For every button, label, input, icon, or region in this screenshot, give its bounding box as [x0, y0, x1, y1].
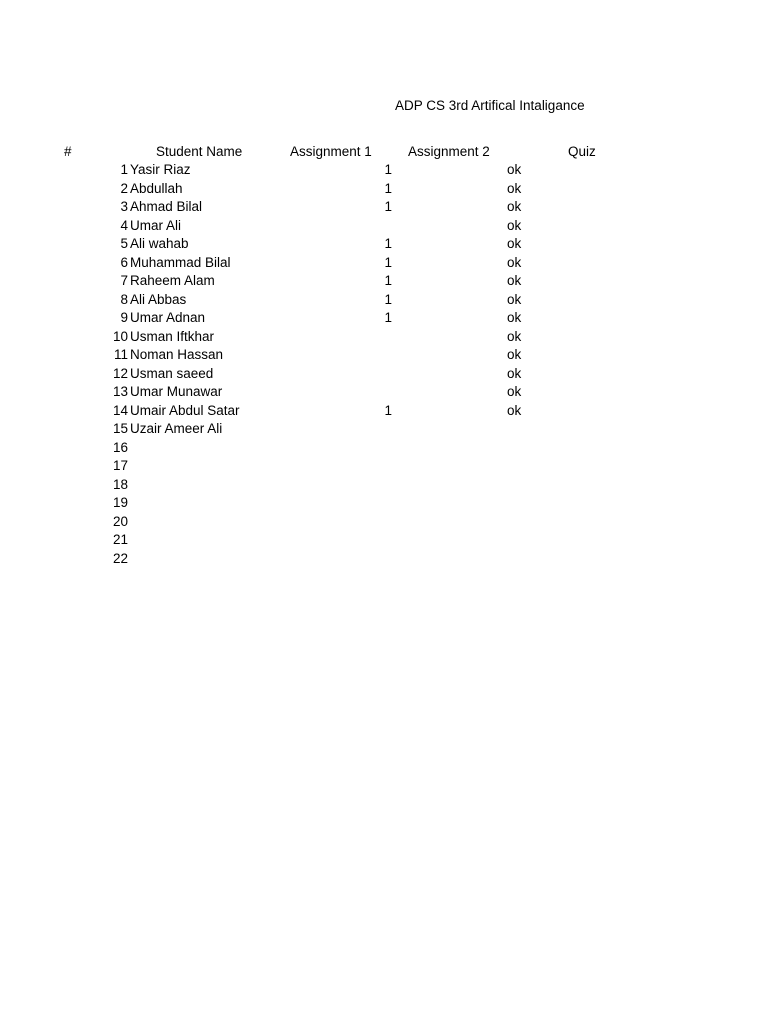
assignment-1-cell: 1 — [384, 162, 392, 177]
table-row — [0, 457, 768, 476]
table-row — [0, 291, 768, 310]
table-row — [0, 439, 768, 458]
student-name-cell: Usman saeed — [130, 365, 214, 381]
table-row — [0, 328, 768, 347]
student-name-cell: Umar Munawar — [130, 384, 223, 399]
table-row — [0, 309, 768, 328]
row-number: 2 — [120, 180, 128, 196]
table-row — [0, 198, 768, 217]
table-row — [0, 272, 768, 291]
assignment-2-cell: ok — [507, 402, 522, 418]
row-number: 15 — [112, 421, 128, 436]
table-row — [0, 254, 768, 273]
assignment-2-cell: ok — [507, 217, 522, 233]
table-row — [0, 235, 768, 254]
student-name-cell: Usman Iftkhar — [130, 328, 215, 344]
table-row — [0, 383, 768, 402]
assignment-1-cell: 1 — [384, 236, 392, 251]
assignment-2-cell: ok — [507, 365, 522, 381]
header-assignment-2: Assignment 2 — [408, 144, 490, 159]
assignment-1-cell: 1 — [384, 199, 392, 214]
table-row — [0, 550, 768, 569]
assignment-2-cell: ok — [507, 199, 522, 214]
assignment-1-cell: 1 — [384, 180, 392, 196]
assignment-1-cell: 1 — [384, 310, 392, 325]
student-name-cell: Ahmad Bilal — [130, 199, 203, 214]
row-number: 14 — [112, 402, 128, 418]
row-number: 3 — [120, 199, 128, 214]
row-number: 11 — [113, 347, 128, 362]
assignment-2-cell: ok — [507, 273, 522, 288]
assignment-1-cell: 1 — [384, 402, 392, 418]
assignment-2-cell: ok — [507, 162, 522, 177]
row-number: 8 — [120, 291, 128, 307]
table-row — [0, 531, 768, 550]
table-row — [0, 476, 768, 495]
header-assignment-1: Assignment 1 — [290, 144, 372, 159]
assignment-1-cell: 1 — [384, 273, 392, 288]
table-row — [0, 494, 768, 513]
student-name-cell: Umair Abdul Satar — [130, 402, 240, 418]
table-row — [0, 365, 768, 384]
student-name-cell: Uzair Ameer Ali — [130, 421, 223, 436]
student-name-cell: Noman Hassan — [130, 347, 224, 362]
table-row — [0, 402, 768, 421]
student-name-cell: Muhammad Bilal — [130, 254, 231, 270]
row-number: 9 — [120, 310, 128, 325]
table-row — [0, 420, 768, 439]
assignment-2-cell: ok — [507, 384, 522, 399]
student-name-cell: Abdullah — [130, 180, 183, 196]
row-number: 5 — [120, 236, 128, 251]
row-number: 10 — [112, 328, 128, 344]
row-number: 20 — [112, 513, 128, 529]
assignment-1-cell: 1 — [384, 254, 392, 270]
assignment-2-cell: ok — [507, 310, 522, 325]
row-number: 4 — [120, 217, 128, 233]
student-table-body — [0, 161, 768, 568]
row-number: 22 — [112, 550, 128, 566]
assignment-2-cell: ok — [507, 347, 522, 362]
assignment-2-cell: ok — [507, 236, 522, 251]
row-number: 16 — [112, 439, 128, 455]
row-number: 12 — [112, 365, 128, 381]
row-number: 6 — [120, 254, 128, 270]
header-quiz: Quiz — [568, 144, 596, 159]
row-number: 19 — [112, 495, 128, 510]
assignment-2-cell: ok — [507, 328, 522, 344]
assignment-2-cell: ok — [507, 291, 522, 307]
row-number: 7 — [120, 273, 128, 288]
table-row — [0, 217, 768, 236]
student-name-cell: Yasir Riaz — [130, 162, 191, 177]
table-row — [0, 161, 768, 180]
row-number: 21 — [112, 532, 128, 547]
student-name-cell: Ali Abbas — [130, 291, 187, 307]
header-student-name: Student Name — [156, 144, 243, 159]
student-name-cell: Umar Ali — [130, 217, 182, 233]
assignment-2-cell: ok — [507, 254, 522, 270]
student-name-cell: Raheem Alam — [130, 273, 215, 288]
row-number: 1 — [120, 162, 128, 177]
table-row — [0, 180, 768, 199]
assignment-2-cell: ok — [507, 180, 522, 196]
sheet-title: ADP CS 3rd Artifical Intaligance — [395, 98, 585, 113]
header-number: # — [64, 144, 72, 159]
student-name-cell: Ali wahab — [130, 236, 189, 251]
table-row — [0, 513, 768, 532]
row-number: 13 — [112, 384, 128, 399]
assignment-1-cell: 1 — [384, 291, 392, 307]
table-row — [0, 346, 768, 365]
row-number: 18 — [112, 476, 128, 492]
row-number: 17 — [112, 458, 128, 473]
student-name-cell: Umar Adnan — [130, 310, 206, 325]
